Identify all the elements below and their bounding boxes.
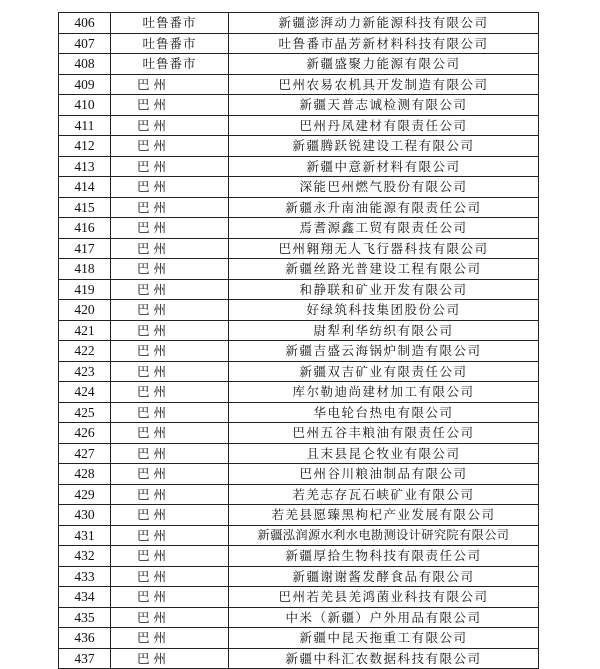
- company-name-cell: 新疆澎湃动力新能源科技有限公司: [229, 13, 539, 34]
- region-cell: 巴州: [111, 197, 229, 218]
- table-row: [59, 341, 539, 362]
- row-number: 430: [59, 505, 111, 526]
- row-number: 434: [59, 587, 111, 608]
- table-row: [59, 74, 539, 95]
- company-name-cell: 且末县昆仑牧业有限公司: [229, 443, 539, 464]
- table-row: [59, 218, 539, 239]
- row-number: 422: [59, 341, 111, 362]
- company-name-cell: 若羌县愿臻黑枸杞产业发展有限公司: [229, 505, 539, 526]
- region-cell: 巴州: [111, 587, 229, 608]
- row-number: 407: [59, 33, 111, 54]
- company-name-cell: 巴州丹凤建材有限责任公司: [229, 115, 539, 136]
- region-cell: 巴州: [111, 74, 229, 95]
- region-cell: 巴州: [111, 505, 229, 526]
- row-number: 423: [59, 361, 111, 382]
- region-cell: 巴州: [111, 546, 229, 567]
- company-name-cell: 新疆永升南油能源有限责任公司: [229, 197, 539, 218]
- table-row: [59, 382, 539, 403]
- region-cell: 吐鲁番市: [111, 13, 229, 34]
- company-name-cell: 中米（新疆）户外用品有限公司: [229, 607, 539, 628]
- table-row: [59, 136, 539, 157]
- company-table-body: [59, 13, 539, 669]
- table-row: [59, 320, 539, 341]
- company-name-cell: 焉耆源鑫工贸有限责任公司: [229, 218, 539, 239]
- company-name-cell: 新疆吉盛云海锅炉制造有限公司: [229, 341, 539, 362]
- company-name-cell: 新疆厚拾生物科技有限责任公司: [229, 546, 539, 567]
- table-row: [59, 279, 539, 300]
- row-number: 418: [59, 259, 111, 280]
- row-number: 412: [59, 136, 111, 157]
- table-row: [59, 505, 539, 526]
- company-name-cell: 吐鲁番市晶芳新材料科技有限公司: [229, 33, 539, 54]
- region-cell: 巴州: [111, 279, 229, 300]
- company-name-cell: 新疆盛聚力能源有限公司: [229, 54, 539, 75]
- company-name-cell: 华电轮台热电有限公司: [229, 402, 539, 423]
- row-number: 425: [59, 402, 111, 423]
- company-name-cell: 新疆丝路光普建设工程有限公司: [229, 259, 539, 280]
- company-name-cell: 巴州谷川粮油制品有限公司: [229, 464, 539, 485]
- row-number: 437: [59, 648, 111, 669]
- row-number: 433: [59, 566, 111, 587]
- region-cell: 吐鲁番市: [111, 33, 229, 54]
- company-name-cell: 好绿筑科技集团股份公司: [229, 300, 539, 321]
- company-name-cell: 巴州农易农机具开发制造有限公司: [229, 74, 539, 95]
- company-name-cell: 尉犁利华纺织有限公司: [229, 320, 539, 341]
- region-cell: 巴州: [111, 382, 229, 403]
- row-number: 436: [59, 628, 111, 649]
- region-cell: 巴州: [111, 156, 229, 177]
- row-number: 416: [59, 218, 111, 239]
- company-name-cell: 若羌志存瓦石峡矿业有限公司: [229, 484, 539, 505]
- company-name-cell: 新疆泓润源水利水电勘测设计研究院有限公司: [229, 525, 539, 546]
- row-number: 421: [59, 320, 111, 341]
- company-name-cell: 库尔勒迪尚建材加工有限公司: [229, 382, 539, 403]
- table-row: [59, 54, 539, 75]
- region-cell: 巴州: [111, 136, 229, 157]
- region-cell: 巴州: [111, 484, 229, 505]
- company-name-cell: 巴州五谷丰粮油有限责任公司: [229, 423, 539, 444]
- table-row: [59, 238, 539, 259]
- table-row: [59, 525, 539, 546]
- company-name-cell: 巴州若羌县羌鸿菌业科技有限公司: [229, 587, 539, 608]
- region-cell: 巴州: [111, 566, 229, 587]
- table-row: [59, 95, 539, 116]
- table-row: [59, 156, 539, 177]
- region-cell: 巴州: [111, 607, 229, 628]
- table-row: [59, 13, 539, 34]
- row-number: 424: [59, 382, 111, 403]
- region-cell: 吐鲁番市: [111, 54, 229, 75]
- row-number: 428: [59, 464, 111, 485]
- table-row: [59, 197, 539, 218]
- table-row: [59, 33, 539, 54]
- region-cell: 巴州: [111, 464, 229, 485]
- company-name-cell: 新疆腾跃锐建设工程有限公司: [229, 136, 539, 157]
- region-cell: 巴州: [111, 525, 229, 546]
- row-number: 408: [59, 54, 111, 75]
- table-row: [59, 648, 539, 669]
- company-name-cell: 新疆谢谢酱发酵食品有限公司: [229, 566, 539, 587]
- company-table: [58, 12, 539, 669]
- table-row: [59, 628, 539, 649]
- table-row: [59, 402, 539, 423]
- table-row: [59, 361, 539, 382]
- table-row: [59, 546, 539, 567]
- row-number: 429: [59, 484, 111, 505]
- region-cell: 巴州: [111, 361, 229, 382]
- row-number: 411: [59, 115, 111, 136]
- table-row: [59, 464, 539, 485]
- row-number: 410: [59, 95, 111, 116]
- region-cell: 巴州: [111, 300, 229, 321]
- company-name-cell: 新疆中科汇农数据科技有限公司: [229, 648, 539, 669]
- region-cell: 巴州: [111, 648, 229, 669]
- row-number: 435: [59, 607, 111, 628]
- table-row: [59, 177, 539, 198]
- row-number: 419: [59, 279, 111, 300]
- row-number: 414: [59, 177, 111, 198]
- row-number: 415: [59, 197, 111, 218]
- region-cell: 巴州: [111, 95, 229, 116]
- table-row: [59, 587, 539, 608]
- company-name-cell: 新疆双吉矿业有限责任公司: [229, 361, 539, 382]
- company-name-cell: 新疆中昆天拖重工有限公司: [229, 628, 539, 649]
- table-row: [59, 115, 539, 136]
- region-cell: 巴州: [111, 628, 229, 649]
- region-cell: 巴州: [111, 218, 229, 239]
- region-cell: 巴州: [111, 423, 229, 444]
- row-number: 420: [59, 300, 111, 321]
- row-number: 417: [59, 238, 111, 259]
- row-number: 432: [59, 546, 111, 567]
- company-name-cell: 深能巴州燃气股份有限公司: [229, 177, 539, 198]
- region-cell: 巴州: [111, 238, 229, 259]
- table-row: [59, 443, 539, 464]
- table-row: [59, 607, 539, 628]
- table-row: [59, 423, 539, 444]
- row-number: 426: [59, 423, 111, 444]
- region-cell: 巴州: [111, 177, 229, 198]
- row-number: 413: [59, 156, 111, 177]
- row-number: 409: [59, 74, 111, 95]
- table-row: [59, 300, 539, 321]
- region-cell: 巴州: [111, 402, 229, 423]
- region-cell: 巴州: [111, 443, 229, 464]
- company-name-cell: 新疆中意新材料有限公司: [229, 156, 539, 177]
- company-list-sheet: [58, 12, 538, 669]
- table-row: [59, 566, 539, 587]
- company-name-cell: 新疆天普志诚检测有限公司: [229, 95, 539, 116]
- region-cell: 巴州: [111, 320, 229, 341]
- region-cell: 巴州: [111, 341, 229, 362]
- table-row: [59, 259, 539, 280]
- row-number: 427: [59, 443, 111, 464]
- row-number: 406: [59, 13, 111, 34]
- table-row: [59, 484, 539, 505]
- region-cell: 巴州: [111, 115, 229, 136]
- row-number: 431: [59, 525, 111, 546]
- region-cell: 巴州: [111, 259, 229, 280]
- company-name-cell: 巴州翱翔无人飞行器科技有限公司: [229, 238, 539, 259]
- company-name-cell: 和静联和矿业开发有限公司: [229, 279, 539, 300]
